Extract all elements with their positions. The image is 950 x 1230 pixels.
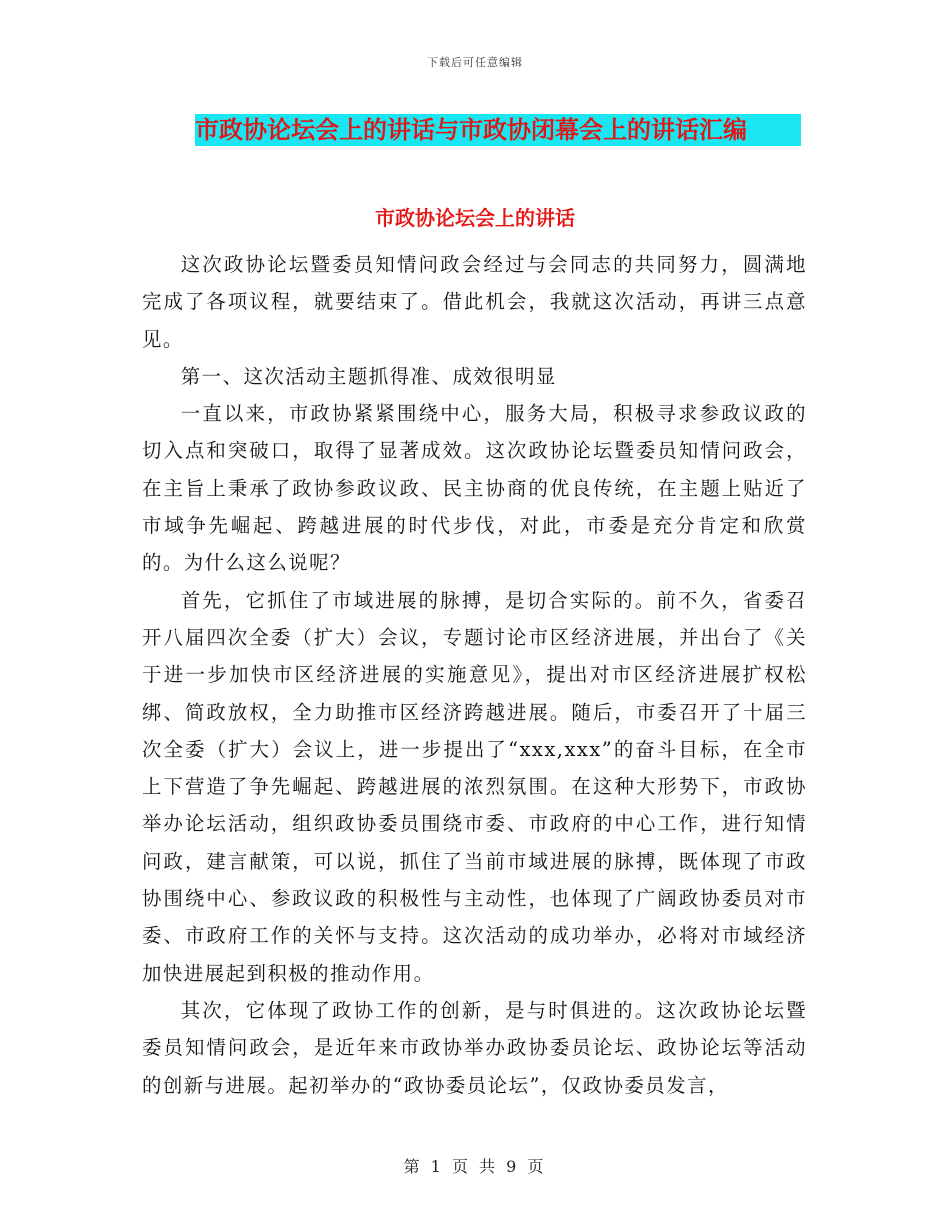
paragraph-intro: 这次政协论坛暨委员知情问政会经过与会同志的共同努力，圆满地完成了各项议程，就要结束了。借此机会，我就这次活动，再讲三点意见。 xyxy=(142,253,807,351)
paragraph-heading-first: 第一、这次活动主题抓得准、成效很明显 xyxy=(180,364,557,388)
paragraph: 其次，它体现了政协工作的创新，是与时俱进的。这次政协论坛暨委员知情问政会，是近年来市政协举办政协委员论坛、政协论坛等活动的创新与进展。起初举办的“政协委员论坛”，仅政协委员发言， xyxy=(142,998,807,1097)
section-title: 市政协论坛会上的讲话 xyxy=(375,206,575,230)
page-number: 第 1 页 共 9 页 xyxy=(403,1157,547,1176)
document-title: 市政协论坛会上的讲话与市政协闭幕会上的讲话汇编 xyxy=(195,114,801,146)
document-body xyxy=(142,246,807,1104)
paragraph: 首先，它抓住了市域进展的脉搏，是切合实际的。前不久，省委召开八届四次全委（扩大）会议，专题讨论市区经济进展，并出台了《关于进一步加快市区经济进展的实施意见》，提出对市区经济进展扩权松绑、简政放权，全力助推市区经济跨越进展。随后，市委召开了十届三次全委（扩大）会议上，进一步提出了“xxx,xxx”的奋斗目标，在全市上下营造了争先崛起、跨越进展的浓烈氛围。在这种大形势下，市政协举办论坛活动，组织政协委员围绕市委、市政府的中心工作，进行知情问政，建言献策，可以说，抓住了当前市域进展的脉搏，既体现了市政协围绕中心、参政议政的积极性与主动性，也体现了广阔政协委员对市委、市政府工作的关怀与支持。这次活动的成功举办，必将对市域经济加快进展起到积极的推动作用。 xyxy=(142,588,807,985)
header-note: 下载后可任意编辑 xyxy=(427,56,523,69)
paragraph: 一直以来，市政协紧紧围绕中心，服务大局，积极寻求参政议政的切入点和突破口，取得了显著成效。这次政协论坛暨委员知情问政会，在主旨上秉承了政协参政议政、民主协商的优良传统，在主题上贴近了市域争先崛起、跨越进展的时代步伐，对此，市委是充分肯定和欣赏的。为什么这么说呢？ xyxy=(142,402,807,575)
